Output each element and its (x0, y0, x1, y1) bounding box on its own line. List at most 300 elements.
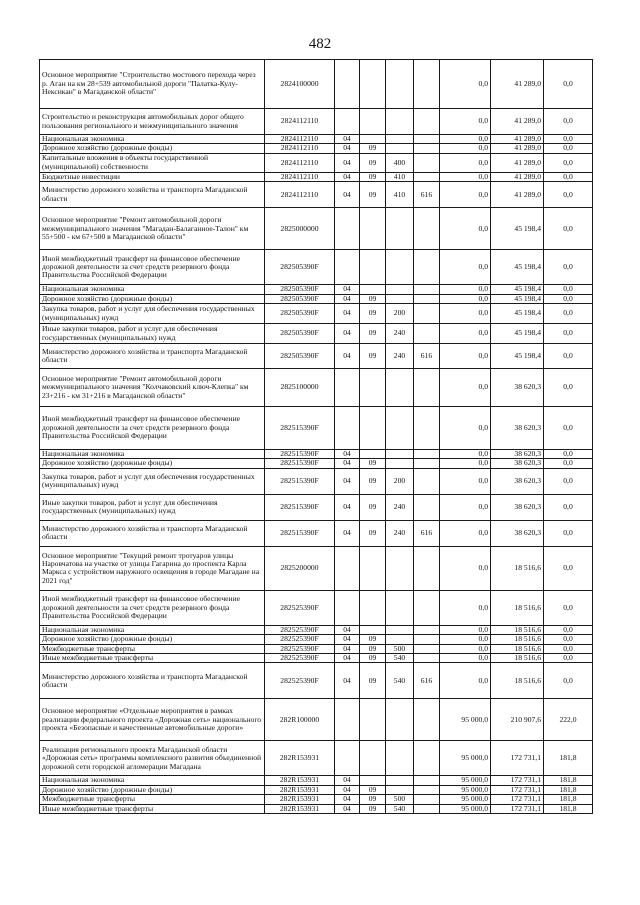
section-cell: 04 (335, 625, 360, 634)
section-cell (335, 369, 360, 407)
ministry-code-cell (414, 635, 440, 644)
approved-amount-cell: 0,0 (440, 625, 491, 634)
percent-cell: 181,8 (544, 741, 593, 776)
approved-amount-cell: 0,0 (440, 144, 491, 153)
percent-cell: 0,0 (544, 520, 593, 546)
target-code-cell: 282R153931 (265, 741, 335, 776)
percent-cell: 0,0 (544, 407, 593, 450)
percent-cell: 0,0 (544, 294, 593, 303)
percent-cell: 0,0 (544, 285, 593, 294)
target-code-cell: 2824112110 (265, 153, 335, 172)
section-cell: 04 (335, 324, 360, 344)
approved-amount-cell: 0,0 (440, 285, 491, 294)
expense-type-cell (386, 625, 414, 634)
target-code-cell: 2824100000 (265, 60, 335, 109)
row-name-cell: Национальная экономика (40, 776, 265, 785)
ministry-code-cell (414, 644, 440, 653)
expense-type-cell: 240 (386, 494, 414, 520)
approved-amount-cell: 95 000,0 (440, 795, 491, 804)
target-code-cell: 282515390F (265, 468, 335, 494)
target-code-cell: 282525390F (265, 663, 335, 699)
target-code-cell: 282505390F (265, 344, 335, 369)
row-name-cell: Дорожное хозяйство (дорожные фонды) (40, 635, 265, 644)
percent-cell: 0,0 (544, 182, 593, 208)
expense-type-cell: 200 (386, 304, 414, 324)
target-code-cell: 282515390F (265, 407, 335, 450)
table-row (40, 294, 593, 303)
actual-amount-cell: 41 289,0 (491, 60, 544, 109)
table-row (40, 344, 593, 369)
approved-amount-cell: 95 000,0 (440, 776, 491, 785)
actual-amount-cell: 172 731,1 (491, 776, 544, 785)
actual-amount-cell: 41 289,0 (491, 109, 544, 135)
table-row (40, 654, 593, 663)
ministry-code-cell (414, 776, 440, 785)
target-code-cell: 282525390F (265, 635, 335, 644)
expense-type-cell (386, 590, 414, 625)
table-row (40, 494, 593, 520)
row-name-cell: Национальная экономика (40, 450, 265, 459)
actual-amount-cell: 172 731,1 (491, 785, 544, 794)
expense-type-cell (386, 785, 414, 794)
approved-amount-cell: 0,0 (440, 468, 491, 494)
percent-cell: 0,0 (544, 459, 593, 468)
subsection-cell: 09 (360, 804, 386, 813)
row-name-cell: Основное мероприятие "Ремонт автомобильной дороги межмуниципального значения "Магадан-Балаганное-Талон" км 55+500 - км 67+500 в Магаданской области" (40, 208, 265, 250)
ministry-code-cell (414, 153, 440, 172)
percent-cell: 0,0 (544, 60, 593, 109)
approved-amount-cell: 0,0 (440, 250, 491, 285)
ministry-code-cell: 616 (414, 663, 440, 699)
expense-type-cell (386, 459, 414, 468)
ministry-code-cell (414, 407, 440, 450)
subsection-cell: 09 (360, 172, 386, 181)
section-cell (335, 741, 360, 776)
subsection-cell: 09 (360, 324, 386, 344)
row-name-cell: Национальная экономика (40, 625, 265, 634)
approved-amount-cell: 0,0 (440, 459, 491, 468)
approved-amount-cell: 0,0 (440, 172, 491, 181)
percent-cell: 0,0 (544, 144, 593, 153)
target-code-cell: 282515390F (265, 520, 335, 546)
actual-amount-cell: 45 198,4 (491, 208, 544, 250)
expense-type-cell (386, 60, 414, 109)
percent-cell: 0,0 (544, 153, 593, 172)
percent-cell: 0,0 (544, 494, 593, 520)
subsection-cell: 09 (360, 344, 386, 369)
approved-amount-cell: 0,0 (440, 450, 491, 459)
page-number: 482 (308, 36, 332, 52)
expense-type-cell (386, 635, 414, 644)
ministry-code-cell (414, 369, 440, 407)
section-cell: 04 (335, 144, 360, 153)
percent-cell: 0,0 (544, 208, 593, 250)
section-cell (335, 546, 360, 590)
actual-amount-cell: 38 620,3 (491, 494, 544, 520)
actual-amount-cell: 45 198,4 (491, 344, 544, 369)
table-row (40, 250, 593, 285)
subsection-cell (360, 450, 386, 459)
percent-cell: 181,8 (544, 804, 593, 813)
target-code-cell: 282505390F (265, 285, 335, 294)
expense-type-cell (386, 450, 414, 459)
target-code-cell: 282525390F (265, 590, 335, 625)
ministry-code-cell (414, 654, 440, 663)
section-cell: 04 (335, 785, 360, 794)
row-name-cell: Иные межбюджетные трансферты (40, 654, 265, 663)
subsection-cell: 09 (360, 520, 386, 546)
percent-cell: 181,8 (544, 795, 593, 804)
row-name-cell: Иные межбюджетные трансферты (40, 804, 265, 813)
actual-amount-cell: 45 198,4 (491, 324, 544, 344)
subsection-cell: 09 (360, 644, 386, 653)
subsection-cell (360, 250, 386, 285)
expense-type-cell (386, 407, 414, 450)
subsection-cell (360, 60, 386, 109)
actual-amount-cell: 172 731,1 (491, 804, 544, 813)
subsection-cell (360, 625, 386, 634)
approved-amount-cell: 0,0 (440, 182, 491, 208)
table-row (40, 182, 593, 208)
row-name-cell: Национальная экономика (40, 135, 265, 144)
section-cell: 04 (335, 450, 360, 459)
actual-amount-cell: 18 516,6 (491, 625, 544, 634)
percent-cell: 0,0 (544, 654, 593, 663)
table-row (40, 520, 593, 546)
approved-amount-cell: 0,0 (440, 654, 491, 663)
target-code-cell: 282505390F (265, 304, 335, 324)
section-cell: 04 (335, 804, 360, 813)
approved-amount-cell: 0,0 (440, 407, 491, 450)
expense-type-cell (386, 109, 414, 135)
ministry-code-cell (414, 590, 440, 625)
approved-amount-cell: 0,0 (440, 294, 491, 303)
ministry-code-cell (414, 304, 440, 324)
approved-amount-cell: 0,0 (440, 546, 491, 590)
expense-type-cell: 240 (386, 520, 414, 546)
section-cell: 04 (335, 494, 360, 520)
approved-amount-cell: 0,0 (440, 60, 491, 109)
approved-amount-cell: 0,0 (440, 644, 491, 653)
target-code-cell: 2824112110 (265, 144, 335, 153)
subsection-cell (360, 109, 386, 135)
section-cell (335, 407, 360, 450)
actual-amount-cell: 45 198,4 (491, 304, 544, 324)
section-cell (335, 109, 360, 135)
actual-amount-cell: 38 620,3 (491, 468, 544, 494)
ministry-code-cell: 616 (414, 344, 440, 369)
target-code-cell: 282525390F (265, 654, 335, 663)
approved-amount-cell: 0,0 (440, 369, 491, 407)
table-row (40, 459, 593, 468)
ministry-code-cell (414, 294, 440, 303)
actual-amount-cell: 38 620,3 (491, 369, 544, 407)
expense-type-cell: 540 (386, 654, 414, 663)
row-name-cell: Строительство и реконструкция автомобильных дорог общего пользования регионального и межмуниципального значения (40, 109, 265, 135)
row-name-cell: Закупка товаров, работ и услуг для обеспечения государственных (муниципальных) нужд (40, 468, 265, 494)
subsection-cell (360, 699, 386, 741)
ministry-code-cell (414, 625, 440, 634)
expense-type-cell (386, 546, 414, 590)
row-name-cell: Иные закупки товаров, работ и услуг для обеспечения государственных (муниципальных) нужд (40, 494, 265, 520)
percent-cell: 0,0 (544, 663, 593, 699)
target-code-cell: 282505390F (265, 250, 335, 285)
ministry-code-cell (414, 795, 440, 804)
target-code-cell: 282515390F (265, 450, 335, 459)
table-row (40, 804, 593, 813)
subsection-cell (360, 135, 386, 144)
table-row (40, 468, 593, 494)
section-cell: 04 (335, 153, 360, 172)
row-name-cell: Основное мероприятие "Текущий ремонт тротуаров улицы Наровчатова на участке от улицы Гагарина до проспекта Карла Маркса с устройством наружного освещения в городе Магадане на 2021 год" (40, 546, 265, 590)
ministry-code-cell (414, 494, 440, 520)
ministry-code-cell (414, 450, 440, 459)
ministry-code-cell: 616 (414, 182, 440, 208)
percent-cell: 0,0 (544, 590, 593, 625)
ministry-code-cell (414, 285, 440, 294)
row-name-cell: Министерство дорожного хозяйства и транспорта Магаданской области (40, 182, 265, 208)
expense-type-cell (386, 699, 414, 741)
subsection-cell (360, 369, 386, 407)
approved-amount-cell: 0,0 (440, 324, 491, 344)
budget-table (39, 59, 593, 814)
target-code-cell: 282515390F (265, 494, 335, 520)
percent-cell: 0,0 (544, 468, 593, 494)
approved-amount-cell: 0,0 (440, 590, 491, 625)
section-cell: 04 (335, 776, 360, 785)
expense-type-cell (386, 369, 414, 407)
target-code-cell: 282505390F (265, 294, 335, 303)
expense-type-cell (386, 294, 414, 303)
subsection-cell (360, 590, 386, 625)
table-row (40, 699, 593, 741)
row-name-cell: Министерство дорожного хозяйства и транспорта Магаданской области (40, 520, 265, 546)
target-code-cell: 2825000000 (265, 208, 335, 250)
percent-cell: 0,0 (544, 546, 593, 590)
table-row (40, 625, 593, 634)
subsection-cell (360, 208, 386, 250)
ministry-code-cell (414, 172, 440, 181)
row-name-cell: Межбюджетные трансферты (40, 644, 265, 653)
approved-amount-cell: 95 000,0 (440, 741, 491, 776)
percent-cell: 0,0 (544, 172, 593, 181)
table-row (40, 635, 593, 644)
actual-amount-cell: 210 907,6 (491, 699, 544, 741)
table-row (40, 144, 593, 153)
table-row (40, 785, 593, 794)
percent-cell: 181,8 (544, 785, 593, 794)
subsection-cell: 09 (360, 304, 386, 324)
approved-amount-cell: 0,0 (440, 520, 491, 546)
section-cell: 04 (335, 135, 360, 144)
section-cell: 04 (335, 344, 360, 369)
row-name-cell: Иные закупки товаров, работ и услуг для обеспечения государственных (муниципальных) нужд (40, 324, 265, 344)
target-code-cell: 282525390F (265, 644, 335, 653)
actual-amount-cell: 38 620,3 (491, 407, 544, 450)
percent-cell: 0,0 (544, 250, 593, 285)
subsection-cell (360, 776, 386, 785)
subsection-cell: 09 (360, 144, 386, 153)
expense-type-cell: 240 (386, 324, 414, 344)
section-cell: 04 (335, 294, 360, 303)
actual-amount-cell: 38 620,3 (491, 459, 544, 468)
subsection-cell: 09 (360, 153, 386, 172)
actual-amount-cell: 45 198,4 (491, 285, 544, 294)
section-cell (335, 60, 360, 109)
expense-type-cell: 400 (386, 153, 414, 172)
row-name-cell: Дорожное хозяйство (дорожные фонды) (40, 785, 265, 794)
expense-type-cell (386, 250, 414, 285)
subsection-cell: 09 (360, 468, 386, 494)
approved-amount-cell: 95 000,0 (440, 804, 491, 813)
target-code-cell: 2824112110 (265, 182, 335, 208)
ministry-code-cell (414, 468, 440, 494)
subsection-cell (360, 407, 386, 450)
table-row (40, 324, 593, 344)
target-code-cell: 2824112110 (265, 135, 335, 144)
section-cell (335, 590, 360, 625)
row-name-cell: Иной межбюджетный трансферт на финансовое обеспечение дорожной деятельности за счет средств резервного фонда Правительства Российской Федерации (40, 250, 265, 285)
actual-amount-cell: 41 289,0 (491, 153, 544, 172)
approved-amount-cell: 0,0 (440, 663, 491, 699)
actual-amount-cell: 41 289,0 (491, 182, 544, 208)
subsection-cell: 09 (360, 494, 386, 520)
section-cell: 04 (335, 654, 360, 663)
approved-amount-cell: 0,0 (440, 635, 491, 644)
target-code-cell: 2824112110 (265, 172, 335, 181)
table-row (40, 546, 593, 590)
table-row (40, 644, 593, 653)
actual-amount-cell: 41 289,0 (491, 135, 544, 144)
ministry-code-cell (414, 546, 440, 590)
ministry-code-cell (414, 804, 440, 813)
row-name-cell: Иной межбюджетный трансферт на финансовое обеспечение дорожной деятельности за счет средств резервного фонда Правительства Российской Федерации (40, 590, 265, 625)
subsection-cell: 09 (360, 795, 386, 804)
table-row (40, 590, 593, 625)
row-name-cell: Дорожное хозяйство (дорожные фонды) (40, 294, 265, 303)
target-code-cell: 282R153931 (265, 785, 335, 794)
table-row (40, 135, 593, 144)
row-name-cell: Капитальные вложения в объекты государственной (муниципальной) собственности (40, 153, 265, 172)
approved-amount-cell: 0,0 (440, 135, 491, 144)
ministry-code-cell (414, 250, 440, 285)
subsection-cell (360, 546, 386, 590)
expense-type-cell (386, 144, 414, 153)
section-cell: 04 (335, 459, 360, 468)
row-name-cell: Иной межбюджетный трансферт на финансовое обеспечение дорожной деятельности за счет средств резервного фонда Правительства Российской Федерации (40, 407, 265, 450)
percent-cell: 0,0 (544, 450, 593, 459)
percent-cell: 0,0 (544, 109, 593, 135)
table-row (40, 172, 593, 181)
expense-type-cell (386, 741, 414, 776)
percent-cell: 0,0 (544, 369, 593, 407)
ministry-code-cell: 616 (414, 520, 440, 546)
row-name-cell: Национальная экономика (40, 285, 265, 294)
actual-amount-cell: 18 516,6 (491, 654, 544, 663)
actual-amount-cell: 18 516,6 (491, 590, 544, 625)
percent-cell: 0,0 (544, 135, 593, 144)
table-row (40, 60, 593, 109)
row-name-cell: Основное мероприятие "Ремонт автомобильной дороги межмуниципального значения "Колчаковский ключ-Клепка" км 23+216 - км 31+216 в Магаданской области" (40, 369, 265, 407)
table-row (40, 208, 593, 250)
table-row (40, 153, 593, 172)
percent-cell: 222,0 (544, 699, 593, 741)
section-cell: 04 (335, 663, 360, 699)
target-code-cell: 282R153931 (265, 804, 335, 813)
target-code-cell: 282R153931 (265, 795, 335, 804)
ministry-code-cell (414, 208, 440, 250)
approved-amount-cell: 0,0 (440, 494, 491, 520)
ministry-code-cell (414, 741, 440, 776)
actual-amount-cell: 18 516,6 (491, 644, 544, 653)
section-cell: 04 (335, 285, 360, 294)
actual-amount-cell: 41 289,0 (491, 144, 544, 153)
target-code-cell: 2824112110 (265, 109, 335, 135)
ministry-code-cell (414, 699, 440, 741)
target-code-cell: 282505390F (265, 324, 335, 344)
subsection-cell (360, 285, 386, 294)
target-code-cell: 2825100000 (265, 369, 335, 407)
actual-amount-cell: 38 620,3 (491, 520, 544, 546)
section-cell (335, 250, 360, 285)
percent-cell: 0,0 (544, 635, 593, 644)
section-cell: 04 (335, 172, 360, 181)
actual-amount-cell: 45 198,4 (491, 294, 544, 303)
section-cell: 04 (335, 644, 360, 653)
ministry-code-cell (414, 144, 440, 153)
ministry-code-cell (414, 60, 440, 109)
table-row (40, 407, 593, 450)
approved-amount-cell: 0,0 (440, 344, 491, 369)
section-cell: 04 (335, 795, 360, 804)
actual-amount-cell: 172 731,1 (491, 741, 544, 776)
subsection-cell (360, 741, 386, 776)
table-row (40, 776, 593, 785)
expense-type-cell (386, 776, 414, 785)
expense-type-cell: 240 (386, 344, 414, 369)
ministry-code-cell (414, 324, 440, 344)
table-row (40, 109, 593, 135)
actual-amount-cell: 45 198,4 (491, 250, 544, 285)
actual-amount-cell: 172 731,1 (491, 795, 544, 804)
percent-cell: 181,8 (544, 776, 593, 785)
row-name-cell: Межбюджетные трансферты (40, 795, 265, 804)
target-code-cell: 282515390F (265, 459, 335, 468)
expense-type-cell: 410 (386, 172, 414, 181)
actual-amount-cell: 18 516,6 (491, 635, 544, 644)
actual-amount-cell: 18 516,6 (491, 546, 544, 590)
subsection-cell: 09 (360, 635, 386, 644)
actual-amount-cell: 38 620,3 (491, 450, 544, 459)
row-name-cell: Основное мероприятие "Строительство мостового перехода через р. Аган на км 28+539 автомобильной дороги "Палатка-Кулу-Нексикан" в Магаданской области" (40, 60, 265, 109)
table-row (40, 741, 593, 776)
subsection-cell: 09 (360, 785, 386, 794)
table-row (40, 663, 593, 699)
table-row (40, 304, 593, 324)
approved-amount-cell: 0,0 (440, 304, 491, 324)
target-code-cell: 282R100000 (265, 699, 335, 741)
row-name-cell: Бюджетные инвестиции (40, 172, 265, 181)
approved-amount-cell: 95 000,0 (440, 699, 491, 741)
row-name-cell: Реализация регионального проекта Магаданской области «Дорожная сеть» программы комплексного развития объединенной дорожной сети городской агломерации Магадана (40, 741, 265, 776)
row-name-cell: Дорожное хозяйство (дорожные фонды) (40, 144, 265, 153)
approved-amount-cell: 0,0 (440, 153, 491, 172)
subsection-cell: 09 (360, 663, 386, 699)
row-name-cell: Министерство дорожного хозяйства и транспорта Магаданской области (40, 663, 265, 699)
ministry-code-cell (414, 459, 440, 468)
subsection-cell: 09 (360, 459, 386, 468)
table-row (40, 450, 593, 459)
